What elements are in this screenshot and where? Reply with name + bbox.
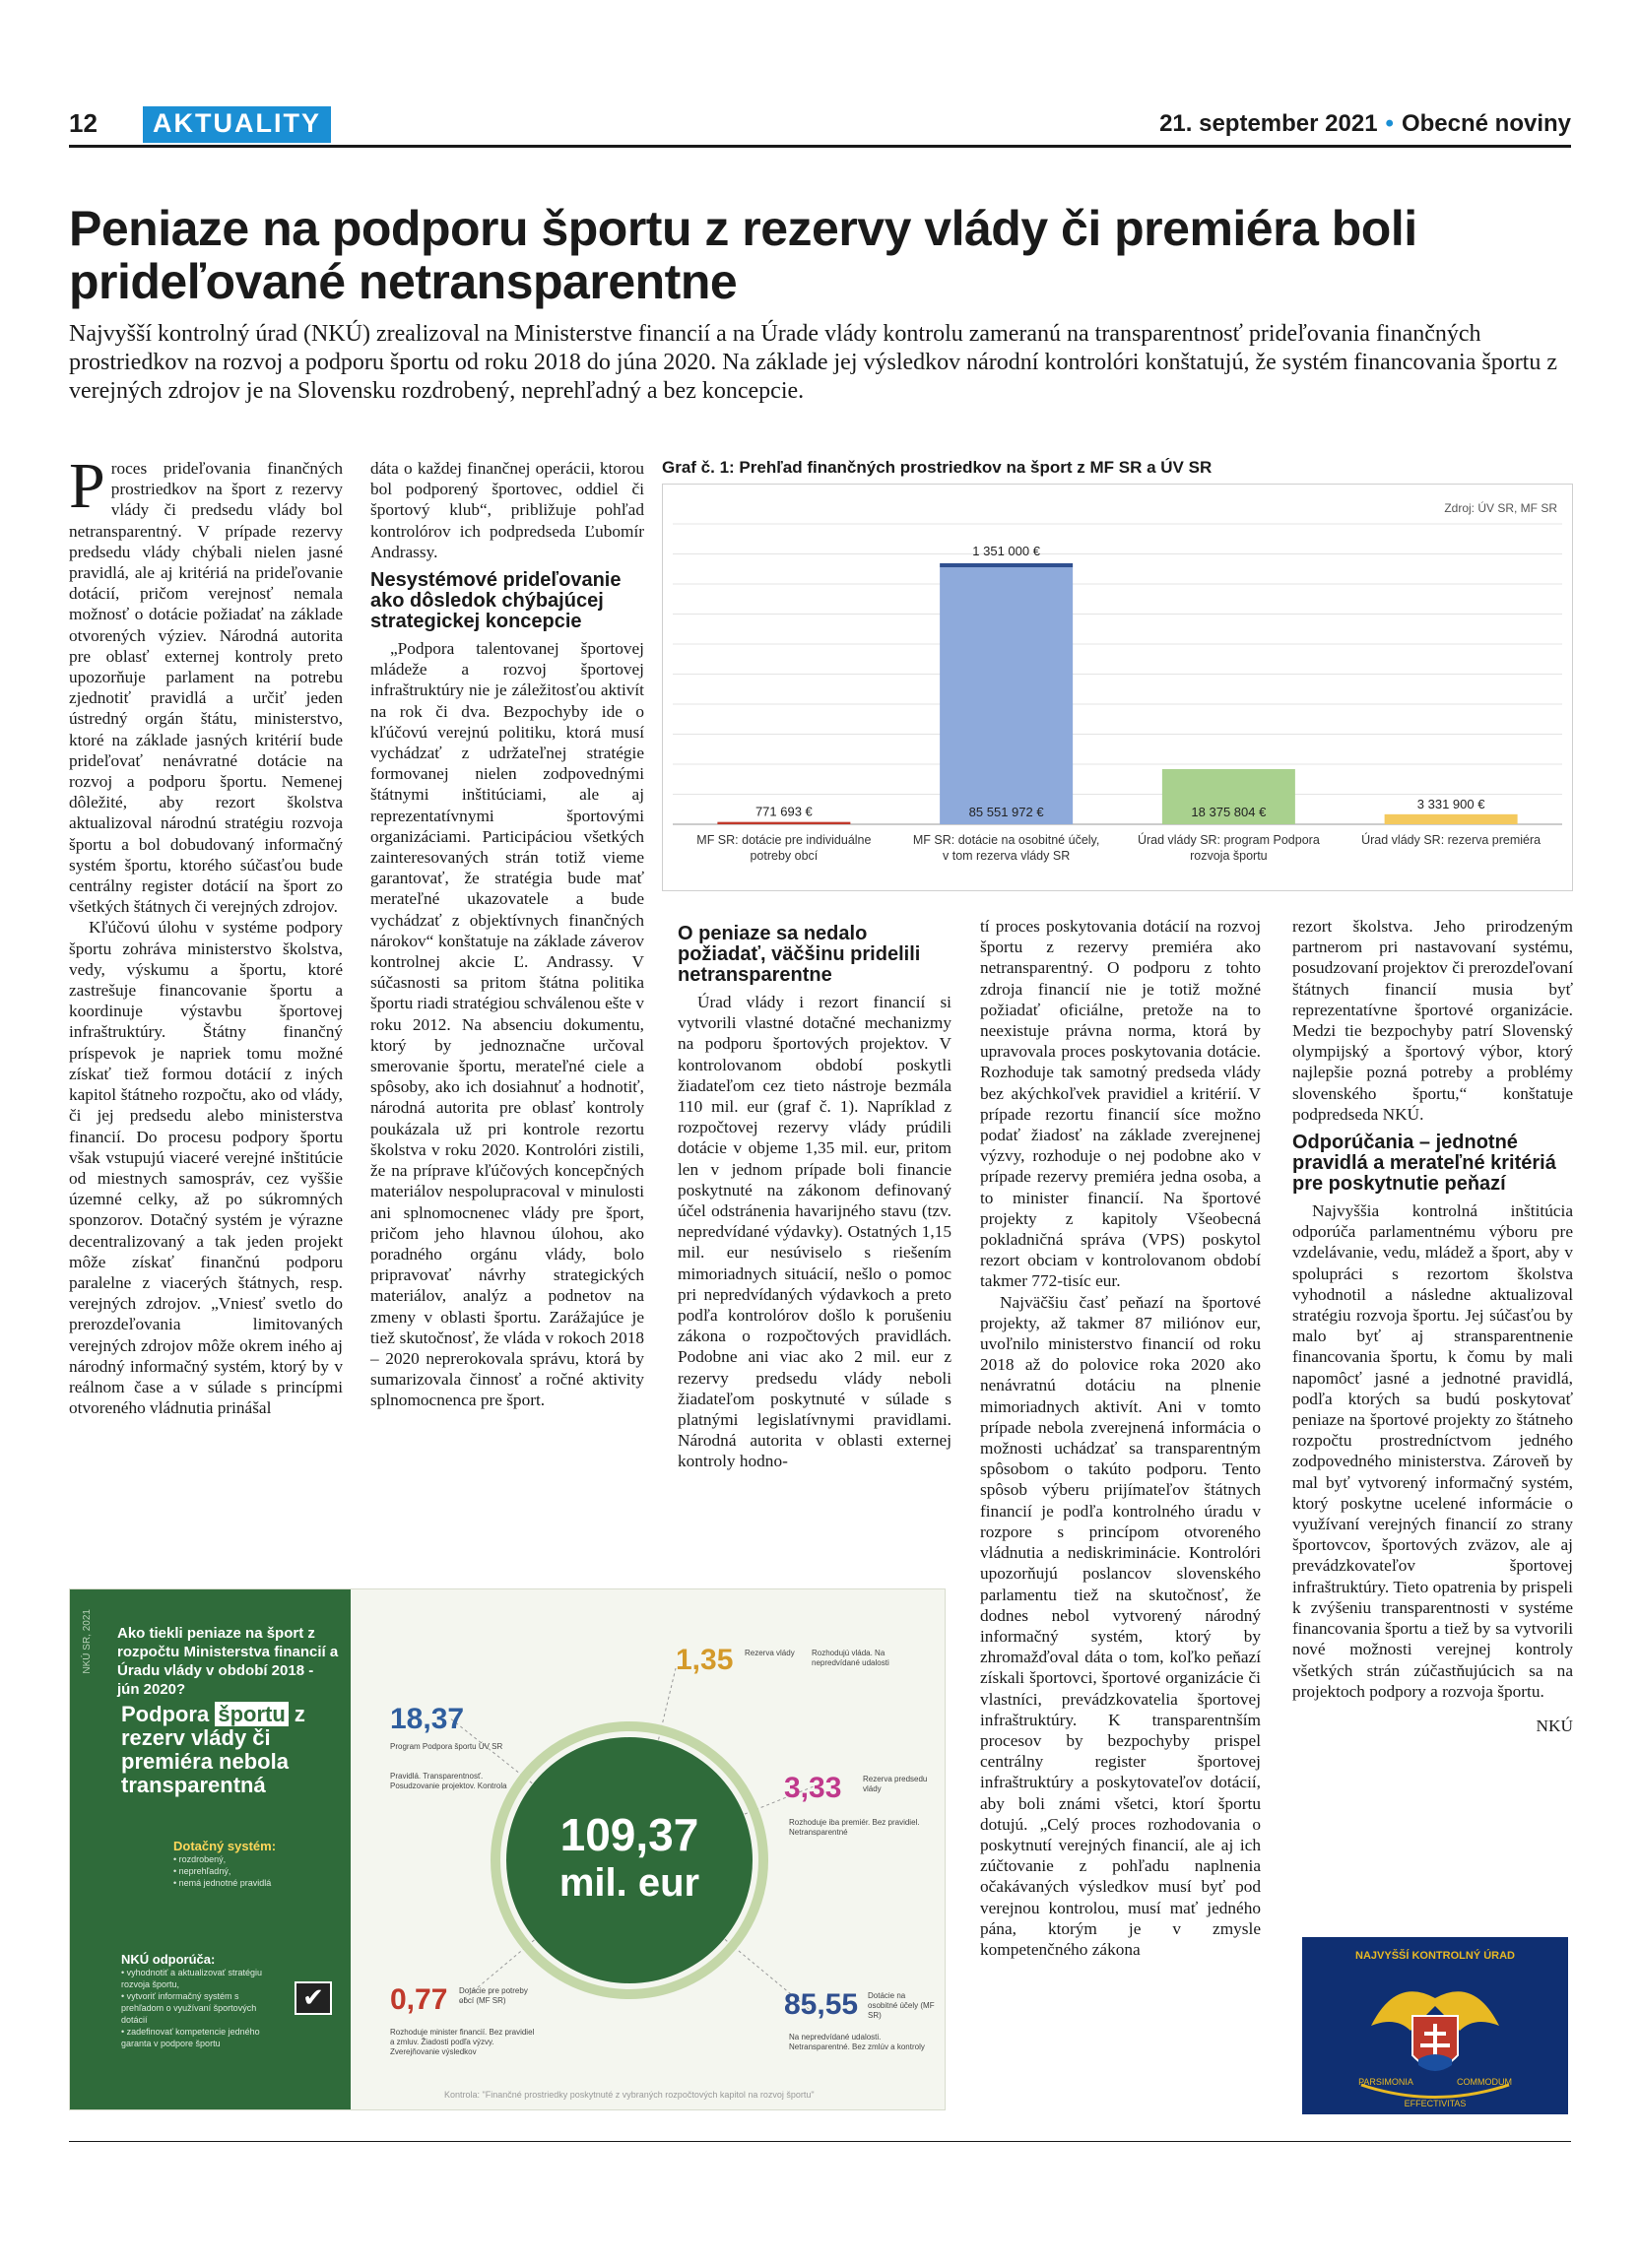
infographic-right-panel xyxy=(351,1589,947,2109)
subheading: Odporúčania – jednotné pravidlá a merateľné kritériá pre poskytnutie peňazí xyxy=(1292,1132,1556,1196)
drop-cap: P xyxy=(69,450,105,522)
nku-odporuca-panel xyxy=(121,1944,279,2049)
category-label: Úrad vlády SR: program Podpora xyxy=(1137,833,1320,847)
headline-highlight: športu xyxy=(215,1702,288,1726)
paragraph: Najväčšiu časť peňazí na športové projekty, až takmer 87 miliónov eur, uvoľnilo ministerstvo financií od roku 2018 až do polovice roka 2020 ako nenávratnú dotáciu na plnenie mimoriadnych aktivít. Ani v tomto prípade nebola zverejnená informácia o možnosti uchádzať sa transparentným spôsobom o takúto podporu. Tento spôsob výberu prijímateľov štátnych financií je podľa kontrolného úradu v rozpore s princípom otvoreného vládnutia a nediskriminácie. Kontrolóri upozorňujú poslancov slovenského parlamentu tiež na skutočnosť, že dodnes nebol vytvorený národný informačný systém, ktorý by zhromažďoval dáta o tom, koľko peňazí získali športovci, športové organizácie či vlastníci, prevádzkovatelia športovej infraštruktúry. K transparentnším procesov by bezpochyby prispel centrálny register športovej infraštruktúry a poskytovateľov dotácií, aby boli známi všetci, ktorí športu dotujú. „Celý proces rozhodovania o poskytnutí verejných financií, ale aj ich zúčtovanie z pohľadu naplnenia očakávaných výsledkov musí byť pod verejnou kontrolou, musí mať jedného pána, ktorým je v zmysle kompetenčného zákona xyxy=(980,1292,1261,1959)
column-1 xyxy=(69,450,343,1418)
amount-label: Rezerva vlády xyxy=(745,1649,795,1657)
bar-value-label: 3 331 900 € xyxy=(1416,796,1485,811)
amount-rezerva-vlady: 1,35 xyxy=(676,1644,734,1676)
column-2 xyxy=(370,458,644,1411)
emblem-text: NAJVYŠŠÍ KONTROLNÝ ÚRAD xyxy=(1355,1950,1515,1962)
list-item: • vyhodnotiť a aktualizovať stratégiu rozvoja športu, xyxy=(121,1967,279,1990)
category-label: Úrad vlády SR: rezerva premiéra xyxy=(1361,833,1542,847)
chart-bar xyxy=(717,822,850,824)
footer-rule xyxy=(69,2141,1571,2142)
chart-svg xyxy=(663,485,1572,890)
paragraph: dáta o každej finančnej operácii, ktorou bol podporený športovec, oddiel či športový klub“, približuje pohľad kontrolórov ich podpredseda Ľubomír Andrassy. xyxy=(370,459,644,561)
category-label: MF SR: dotácie na osobitné účely, xyxy=(912,833,1100,847)
list-item: • rozdrobený, xyxy=(173,1853,341,1865)
total-amount-circle xyxy=(506,1737,753,1983)
amount-label: Dotácie na osobitné účely (MF SR) xyxy=(868,1991,935,2020)
paragraph: Najvyššia kontrolná inštitúcia odporúča parlamentnému výboru pre vzdelávanie, vedu, mládež a šport, aby v spolupráci s rezortom školstva vyhodnotil a následne aktualizoval stratégiu rozvoja športu. Jej súčasťou by malo byť aj stransparentnenie financovania športu, k čomu by mali napomôcť jasné a jednotné pravidlá, podľa ktorých sa budú poskytovať peniaze na športové projekty zo štátneho rozpočtu prostredníctvom jedného zodpovedného ministerstva. Zároveň by mal byť vytvorený informačný systém, ktorý poskytne ucelené informácie o využívaní verejných financií zo strany športovcov, športových zväzov, ale aj prevádzkovateľov športovej infraštruktúry. Tieto opatrenia by prispeli k zvýšeniu transparentnosti v systéme financovania športu a tiež by sa vytvorili nové možnosti verejnej kontroly všetkých strán zúčastňujúcich sa na projektoch podpory a rozvoja športu. xyxy=(1292,1201,1573,1701)
dateline xyxy=(1159,110,1571,138)
amount-dotacie-obci: 0,77 xyxy=(390,1983,448,2016)
headline-part: Podpora xyxy=(121,1702,216,1726)
emblem-motto: COMMODUM xyxy=(1457,2077,1512,2087)
bar-value-label: 85 551 972 € xyxy=(968,805,1044,819)
separator-dot: • xyxy=(1385,110,1394,137)
chart-bar xyxy=(1385,814,1518,824)
chart-bar-stack xyxy=(940,563,1073,567)
subheading: O peniaze sa nedalo požiadať, väčšinu pridelili netransparentne xyxy=(678,923,921,986)
column-4 xyxy=(980,916,1261,1960)
paragraph: tí proces poskytovania dotácií na rozvoj športu z rezervy premiéra ako netransparentný. O podporu z tohto zdroja financií nie je totiž možné požiadať oficiálne, pretože na to neexistuje právna norma, ktorá by upravovala proces poskytovania dotácie. Rozhoduje tak samotný predseda vlády bez akýchkoľvek pravidiel a kritérií. V prípade rezortu financií síce možno podať žiadosť na základe zverejnenej výzvy, rozhoduje o nej podobne ako v prípade rezervy premiéra jedna osoba, a to minister financií. Na športové projekty z kapitoly Všeobecná pokladničná správa (VPS) poskytol rezort obciam v kontrolovanom období takmer 772-tisíc eur. xyxy=(980,917,1261,1291)
paragraph-text: roces prideľovania finančných prostriedkov na šport z rezervy vlády či predsedu vlády bol netransparentný. V prípade rezervy predsedu vlády chýbali nielen jasné pravidlá, ale aj kritériá na prideľovanie dotácií, pričom verejnosť nemala možnosť o dotácie požiadať na základe otvorených výziev. Národná autorita pre oblasť externej kontroly preto upozorňuje parlament na potrebu zjednotiť pravidlá a určiť jeden ústredný orgán štátu, ministerstvo, ktoré na základe jasných kritérií bude prideľovať nenávratné dotácie na rozvoj a podporu športu. Nemenej dôležité, aby rezort školstva aktualizoval národnú stratégiu rozvoja športu a bol dobudovaný informačný systém športu, ktorého súčasťou bude centrálny register dotácií na šport zo všetkých štátnych či verejných zdrojov. xyxy=(69,459,343,917)
article-lead: Najvyšší kontrolný úrad (NKÚ) zrealizoval na Ministerstve financií a na Úrade vlády kontrolu zameranú na transparentnosť prideľovania finančných prostriedkov na rozvoj a podporu športu od roku 2018 do júna 2020. Na základe jej výsledkov národní kontrolóri konštatujú, že systém financovania športu z verejných zdrojov je na Slovensku rozdrobený, neprehľadný a bez koncepcie. xyxy=(69,321,1558,404)
amount-note: Na nepredvídané udalosti. Netransparentné. Bez zmlúv a kontroly xyxy=(789,2033,925,2051)
category-label: MF SR: dotácie pre individuálne xyxy=(696,833,872,847)
paragraph: rezort školstva. Jeho prirodzeným partnerom pri nastavovaní systému, posudzovaní projektov či prerozdeľovaní štátnych financií musia byť reprezentatívne športové organizácie. Medzi tie bezpochyby patrí Slovenský olympijský a športový výbor, ktorý najlepšie pozná potreby a problémy slovenského športu,“ konštatuje podpredseda NKÚ. xyxy=(1292,917,1573,1124)
category-label: v tom rezerva vlády SR xyxy=(943,849,1071,863)
dotacny-system-panel xyxy=(173,1831,341,1889)
panel-title: NKÚ odporúča: xyxy=(121,1952,216,1967)
paragraph: Kľúčovú úlohu v systéme podpory športu zohráva ministerstvo školstva, vedy, výskumu a športu, ktoré zastrešuje financovanie športu a koordinuje výstavbu športovej infraštruktúry. Štátny finančný príspevok je napriek tomu možné získať tiež formou dotácií z iných kapitol štátneho rozpočtu, ako od vlády, či jej predsedu alebo ministerstva financií. Do procesu podpory športu však vstupujú viaceré verejné inštitúcie od miestnych samospráv, cez vyššie územné celky, až po súkromných sponzorov. Dotačný systém je výrazne decentralizovaný a tak jeden projekt môže získať finančnú podporu paralelne z viacerých štátnych, resp. verejných zdrojov. „Vniesť svetlo do prerozdeľovania limitovaných verejných zdrojov môže okrem iného aj národný informačný systém, ktorý by v reálnom čase a v súlade s princípmi otvoreného vládnutia prinášal xyxy=(69,918,343,1418)
signature: NKÚ xyxy=(1536,1716,1573,1735)
emblem-motto: EFFECTIVITAS xyxy=(1404,2099,1467,2108)
category-label: rozvoja športu xyxy=(1190,849,1268,863)
amount-label: Dotácie pre potreby obcí (MF SR) xyxy=(459,1986,528,2005)
panel-list xyxy=(173,1853,341,1889)
paragraph: Úrad vlády i rezort financií si vytvorili vlastné dotačné mechanizmy na podporu športových projektov. V kontrolovanom období poskytli žiadateľom cez tieto nástroje bezmála 110 mil. eur (graf č. 1). Napríklad z rozpočtovej rezervy vlády prúdili dotácie v objeme 1,35 mil. eur, pritom len v jednom prípade boli financie poskytnuté na zákonom definovaný účel odstránenia havarijného stavu (tzv. nepredvídané výdavky). Ostatných 1,15 mil. eur nesúviselo s riešením mimoriadnych situácií, nešlo o pomoc pri nepredvídaných výdavkoch a preto podľa kontrolórov došlo k porušeniu zákona o rozpočtových pravidlách. Podobne ani viac ako 2 mil. eur z rezervy predsedu vlády neboli žiadateľom poskytnuté v súlade s platnými legislatívnymi pravidlami. Národná autorita v oblasti externej kontroly hodno- xyxy=(678,993,951,1471)
infographic-left-panel xyxy=(70,1589,351,2109)
masthead xyxy=(69,106,1571,148)
chart-source: Zdroj: ÚV SR, MF SR xyxy=(1444,501,1557,515)
column-5 xyxy=(1292,916,1573,1736)
list-item: • zadefinovať kompetencie jedného garanta v podpore športu xyxy=(121,2026,279,2049)
stack-value-label: 1 351 000 € xyxy=(972,543,1040,558)
list-item: • nemá jednotné pravidlá xyxy=(173,1877,341,1889)
amount-note: Rozhodujú vláda. Na nepredvídané udalosti xyxy=(812,1649,889,1667)
amount-label: Program Podpora športu ÚV SR xyxy=(390,1742,503,1751)
infographic-headline xyxy=(121,1703,348,1797)
amount-note: Rozhoduje iba premiér. Bez pravidiel. Netransparentné xyxy=(789,1818,920,1837)
bar-value-label: 18 375 804 € xyxy=(1191,805,1267,819)
bar-value-label: 771 693 € xyxy=(754,804,813,819)
category-label: potreby obcí xyxy=(750,849,819,863)
total-amount: 109,37 xyxy=(559,1809,699,1860)
nku-emblem xyxy=(1302,1937,1568,2114)
nku-emblem-graphic xyxy=(1302,1937,1568,2114)
column-3 xyxy=(678,924,951,1472)
infographic-question: Ako tiekli peniaze na šport z rozpočtu Ministerstva financií a Úradu vlády v období 2018 - jún 2020? xyxy=(117,1625,339,1698)
paragraph xyxy=(69,450,343,917)
infographic-source: NKÚ SR, 2021 xyxy=(82,1609,93,1674)
issue-date: 21. september 2021 xyxy=(1159,110,1378,137)
subheading: Nesystémové prideľovanie ako dôsledok chýbajúcej strategickej koncepcie xyxy=(370,569,622,633)
amount-note: Pravidlá. Transparentnosť. Posudzovanie projektov. Kontrola xyxy=(390,1772,507,1790)
total-unit: mil. eur xyxy=(558,1861,700,1905)
article-headline: Peniaze na podporu športu z rezervy vlády či premiéra boli prideľované netransparentne xyxy=(69,201,1417,309)
infographic xyxy=(69,1588,946,2110)
checkmark-icon: ✔ xyxy=(295,1981,332,2015)
amount-label: Rezerva predsedu vlády xyxy=(863,1775,928,1793)
funding-chart xyxy=(662,458,1573,891)
amount-program-podpora: 18,37 xyxy=(390,1703,465,1735)
emblem-motto: PARSIMONIA xyxy=(1358,2077,1413,2087)
newspaper-name: Obecné noviny xyxy=(1401,110,1571,137)
list-item: • vytvoriť informačný systém s prehľadom o využívaní športových dotácií xyxy=(121,1990,279,2026)
infographic-footer: Kontrola: "Finančné prostriedky poskytnuté z vybraných rozpočtových kapitol na rozvoj športu" xyxy=(444,2090,815,2100)
amount-rezerva-premiera: 3,33 xyxy=(784,1772,842,1804)
headline-part: z rezerv vlády či premiéra nebola transparentná xyxy=(121,1702,305,1797)
amount-note: Rozhoduje minister financií. Bez pravidiel a zmluv. Žiadosti podľa výzvy. Zverejňovanie výsledkov xyxy=(390,2028,535,2056)
panel-list xyxy=(121,1967,279,2049)
section-label: AKTUALITY xyxy=(143,106,331,143)
paragraph: „Podpora talentovanej športovej mládeže a rozvoj športovej infraštruktúry nie je záležitosťou aktivít na rok či dva. Bezpochyby ide o kľúčovú verejnú politiku, ktorá musí vychádzať z udržateľnej stratégie formovanej nielen zodpovednými štátnymi inštitúciami, ale aj reprezentatívnymi športovými organizáciami. Participáciou všetkých zainteresovaných strán totiž vieme garantovať, že stratégia bude mať merateľné ukazovatele a bude vychádzať z objektívnych finančných nárokov“ konštatuje na základe záverov kontrolnej akcie Ľ. Andrassy. V súčasnosti sa pritom štátna politika športu riadi stratégiou schválenou ešte v roku 2012. Na absenciu dokumentu, ktorý by jednoznačne určoval smerovanie športu, merateľné ciele a spôsoby, ako ich dosiahnuť a hodnotiť, národná autorita pre oblasť kontroly poukázala už pri kontrole rezortu školstva v roku 2020. Kontrolóri zistili, že na príprave kľúčových koncepčných materiálov nespolupracoval v minulosti ani splnomocnenec vlády pre šport, pričom jeho hlavnou úlohou, ako poradného orgánu vlády, bolo pripravovať návrhy strategických materiálov, analýz a podnetov na zmeny v oblasti športu. Zarážajúce je tiež skutočnosť, že vláda v rokoch 2018 – 2020 neprerokovala správu, ktorá by sumarizovala činnosť a ročné aktivity splnomocnenca pre šport. xyxy=(370,639,644,1410)
amount-osobitne-ucely: 85,55 xyxy=(784,1988,859,2021)
chart-bar xyxy=(940,567,1073,824)
page-number: 12 xyxy=(69,108,98,138)
list-item: • neprehľadný, xyxy=(173,1865,341,1877)
chart-title: Graf č. 1: Prehľad finančných prostriedkov na šport z MF SR a ÚV SR xyxy=(662,458,1213,477)
panel-title: Dotačný systém: xyxy=(173,1839,277,1853)
chart-area xyxy=(662,484,1573,891)
